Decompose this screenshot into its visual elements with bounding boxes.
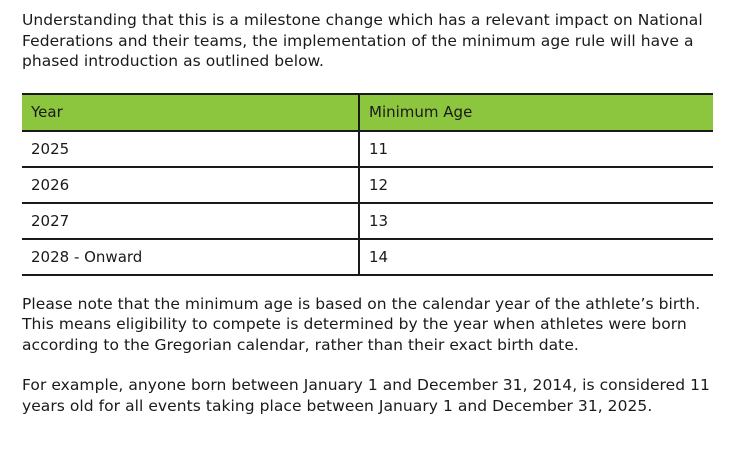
cell-year: 2025 [22,131,359,167]
header-year: Year [22,94,359,131]
table-row [22,167,713,203]
cell-year: 2028 - Onward [22,239,359,275]
cell-minimum-age: 13 [359,203,713,239]
table-row [22,239,713,275]
table-row [22,203,713,239]
cell-year: 2027 [22,203,359,239]
table-header-row [22,94,713,131]
header-minimum-age: Minimum Age [359,94,713,131]
cell-minimum-age: 12 [359,167,713,203]
cell-minimum-age: 11 [359,131,713,167]
note-paragraph: Please note that the minimum age is based on the calendar year of the athlete’s birth. This means eligibility to compete is determined by the year when athletes were born according to the Gregorian calendar, rather than their exact birth date. [22,294,701,354]
table-row [22,131,713,167]
document-body [22,10,722,416]
cell-minimum-age: 14 [359,239,713,275]
example-paragraph: For example, anyone born between January 1 and December 31, 2014, is considered 11 years old for all events taking place between January 1 and December 31, 2025. [22,376,710,415]
intro-paragraph: Understanding that this is a milestone change which has a relevant impact on National Federations and their teams, the implementation of the minimum age rule will have a phased introduction as outlined below. [22,11,703,70]
cell-year: 2026 [22,167,359,203]
minimum-age-table [22,93,713,276]
